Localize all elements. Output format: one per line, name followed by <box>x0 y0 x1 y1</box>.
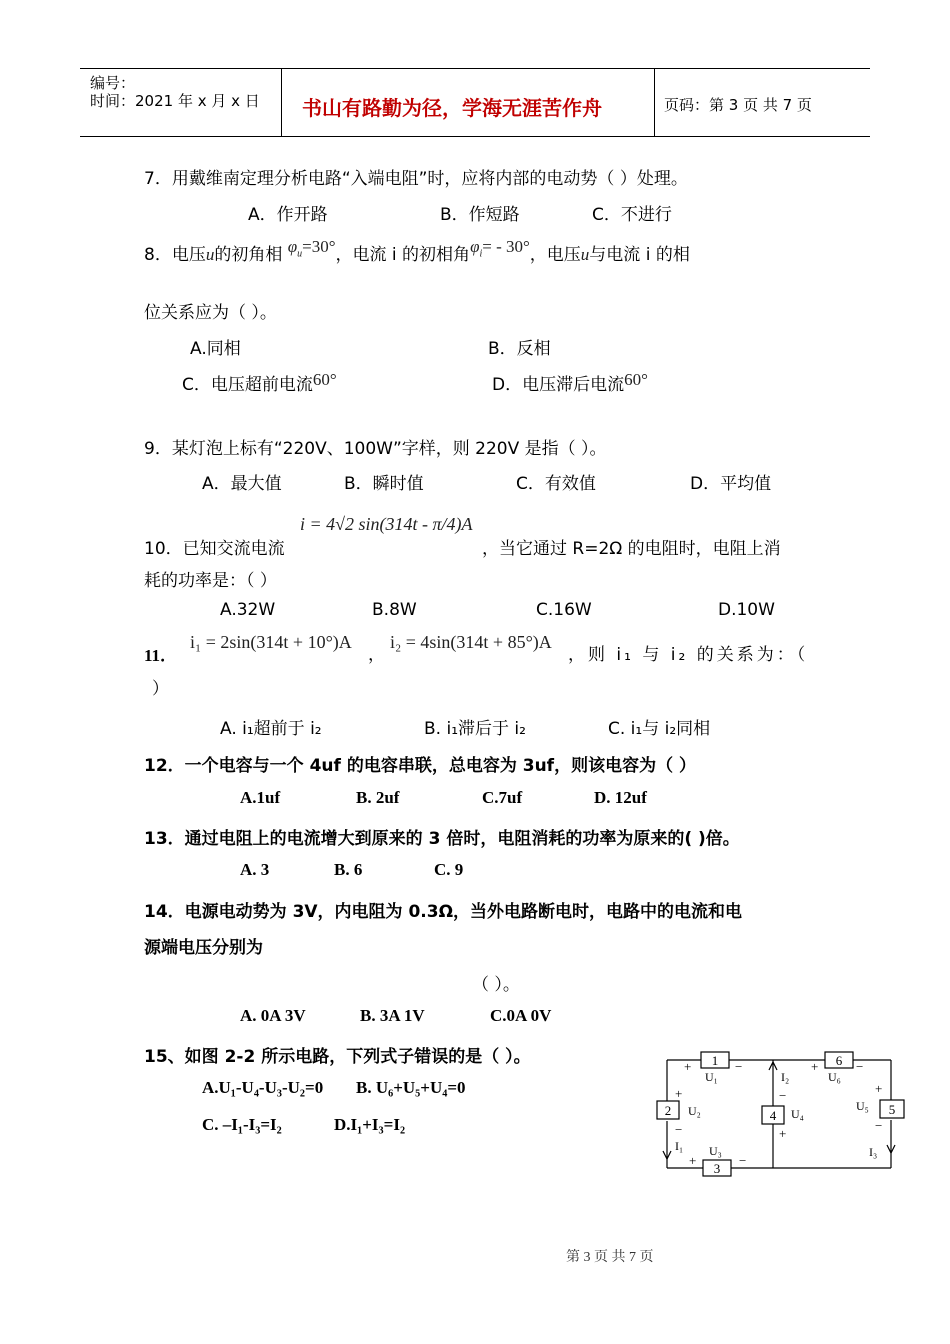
circuit-box-label-6: 6 <box>835 1053 843 1068</box>
question-10-prefix: 10．已知交流电流 <box>144 539 285 559</box>
q10-option-c: C.16W <box>536 600 592 620</box>
q9-option-d: D．平均值 <box>690 474 772 494</box>
q12-option-d: D. 12uf <box>594 788 647 807</box>
q11-option-b: B. i₁滞后于 i₂ <box>424 719 526 739</box>
q8-option-a: A.同相 <box>190 339 241 359</box>
circuit-minus-u5: − <box>875 1118 883 1133</box>
question-10-line2: 耗的功率是：（ ） <box>144 571 277 591</box>
question-8-line1 <box>144 237 690 267</box>
q7-option-b: B．作短路 <box>440 205 520 225</box>
q10-formula: i = 4√2 sin(314t - π/4)A <box>300 514 473 534</box>
header-divider-1 <box>281 68 282 136</box>
circuit-plus-u2: + <box>675 1086 683 1101</box>
circuit-plus-u3: + <box>689 1153 697 1168</box>
q8-eq2: = - 30° <box>482 237 530 256</box>
circuit-label-i2: I₂ <box>781 1070 790 1084</box>
q10-option-b: B.8W <box>372 600 417 620</box>
header-bottom-border <box>80 136 870 137</box>
q15-option-a: A.U₁-U₄-U₃-U₂=0 <box>202 1078 324 1097</box>
q12-option-c: C.7uf <box>482 788 523 807</box>
circuit-label-u5: U₅ <box>856 1099 869 1113</box>
question-9: 9．某灯泡上标有“220V、100W”字样，则 220V 是指（ ）。 <box>144 439 607 459</box>
circuit-plus-u6: + <box>811 1059 819 1074</box>
question-10-suffix: ，当它通过 R=2Ω 的电阻时，电阻上消 <box>482 539 781 559</box>
question-12: 12．一个电容与一个 4uf 的电容串联，总电容为 3uf，则该电容为（ ） <box>144 756 696 776</box>
q7-option-a: A．作开路 <box>248 205 328 225</box>
q10-option-a: A.32W <box>220 600 276 620</box>
q9-option-c: C．有效值 <box>516 474 596 494</box>
q9-option-a: A．最大值 <box>202 474 282 494</box>
q11-option-a: A. i₁超前于 i₂ <box>220 719 322 739</box>
circuit-label-u3: U₃ <box>709 1144 722 1158</box>
page-footer: 第 3 页 共 7 页 <box>566 1250 654 1265</box>
circuit-minus-u1: − <box>735 1059 743 1074</box>
question-7: 7．用戴维南定理分析电路“入端电阻”时，应将内部的电动势（ ）处理。 <box>144 169 688 189</box>
circuit-box-label-3: 3 <box>713 1161 721 1176</box>
circuit-plus-u4: + <box>779 1126 787 1141</box>
q11-option-c: C. i₁与 i₂同相 <box>608 719 711 739</box>
circuit-box-label-2: 2 <box>664 1103 672 1118</box>
question-11-suffix: ，则 i₁ 与 i₂ 的关系为：（ <box>568 645 809 665</box>
q8-u: u <box>205 245 215 264</box>
question-13: 13．通过电阻上的电流增大到原来的 3 倍时，电阻消耗的功率为原来的( )倍。 <box>144 829 740 849</box>
circuit-label-i1: I₁ <box>675 1139 684 1153</box>
circuit-diagram <box>655 1048 915 1183</box>
circuit-label-u1: U₁ <box>705 1070 718 1084</box>
q12-option-b: B. 2uf <box>356 788 400 807</box>
q9-option-b: B．瞬时值 <box>344 474 424 494</box>
q14-option-b: B. 3A 1V <box>360 1006 425 1025</box>
q13-option-a: A. 3 <box>240 860 270 879</box>
q10-option-d: D.10W <box>718 600 775 620</box>
question-14-line1: 14．电源电动势为 3V，内电阻为 0.3Ω，当外电路断电时，电路中的电流和电 <box>144 902 743 922</box>
q11-i1: i₁ = 2sin(314t + 10°)A <box>190 632 352 652</box>
q15-option-d: D.I₁+I₃=I₂ <box>334 1115 406 1134</box>
circuit-plus-u1: + <box>684 1059 692 1074</box>
q8-eq1: =30° <box>302 237 336 256</box>
q8-end: 与电流 i 的相 <box>589 245 690 265</box>
question-11-prefix: 11． <box>144 646 178 665</box>
circuit-minus-u4: − <box>779 1088 787 1103</box>
circuit-label-u6: U₆ <box>828 1070 841 1084</box>
q8-option-c: C．电压超前电流60° <box>182 370 337 395</box>
header-date-label: 时间：2021 年 x 月 x 日 <box>90 92 260 110</box>
q15-option-c: C. –I₁-I₃=I₂ <box>202 1115 282 1134</box>
circuit-minus-u3: − <box>739 1153 747 1168</box>
q11-i2: i₂ = 4sin(314t + 85°)A <box>390 632 552 652</box>
question-14-line3: （ ）。 <box>472 975 520 995</box>
q8-u2: u <box>580 245 590 264</box>
q15-option-b: B. U₆+U₅+U₄=0 <box>356 1078 466 1097</box>
q13-option-c: C. 9 <box>434 860 464 879</box>
circuit-box-label-4: 4 <box>769 1108 777 1123</box>
q8-prefix: 8．电压 <box>144 245 206 265</box>
question-8-line2: 位关系应为（ ）。 <box>144 303 277 323</box>
q14-option-c: C.0A 0V <box>490 1006 552 1025</box>
circuit-minus-u2: − <box>675 1122 683 1137</box>
circuit-label-i3: I₃ <box>869 1145 878 1159</box>
circuit-plus-u5: + <box>875 1081 883 1096</box>
header-page-info: 页码：第 3 页 共 7 页 <box>664 96 812 114</box>
q8-option-d: D．电压滞后电流60° <box>492 370 648 395</box>
q8-option-b: B．反相 <box>488 339 551 359</box>
circuit-label-u2: U₂ <box>688 1104 701 1118</box>
q11-sep: ， <box>368 645 385 665</box>
header-code-label: 编号： <box>90 74 136 92</box>
q8-mid1: 的初角相 <box>214 245 283 265</box>
circuit-box-label-5: 5 <box>888 1102 896 1117</box>
question-14-line2: 源端电压分别为 <box>144 938 263 958</box>
header-top-border <box>80 68 870 69</box>
question-15: 15、如图 2-2 所示电路，下列式子错误的是（ ）。 <box>144 1047 531 1067</box>
header-motto: 书山有路勤为径，学海无涯苦作舟 <box>302 96 602 120</box>
q14-option-a: A. 0A 3V <box>240 1006 306 1025</box>
q8-phi-i: $\varphi_i$ <box>470 237 483 260</box>
q8-mid3: ，电压 <box>529 245 581 265</box>
circuit-box-label-1: 1 <box>711 1053 719 1068</box>
circuit-label-u4: U₄ <box>791 1107 804 1121</box>
question-11-line2: ） <box>152 679 169 699</box>
header-divider-2 <box>654 68 655 136</box>
q7-option-c: C．不进行 <box>592 205 672 225</box>
q13-option-b: B. 6 <box>334 860 363 879</box>
q8-phi-u: $\varphi_u$ <box>287 237 303 260</box>
circuit-minus-u6: − <box>856 1059 864 1074</box>
q8-mid2: ，电流 i 的初相角 <box>335 245 471 265</box>
q12-option-a: A.1uf <box>240 788 281 807</box>
